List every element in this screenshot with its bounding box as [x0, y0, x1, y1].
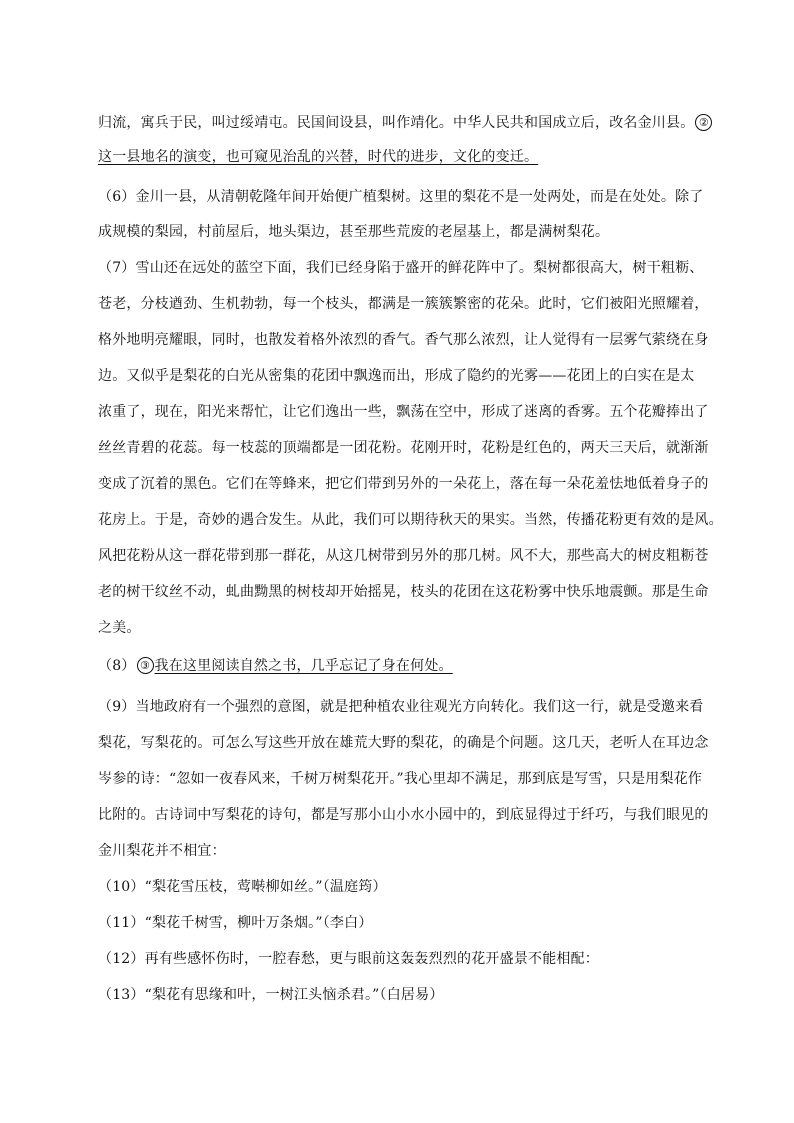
paragraph-7-line-5: 浓重了，现在，阳光来帮忙，让它们逸出一些，飘荡在空中，形成了迷离的香雾。五个花瓣捧出了 [98, 404, 709, 420]
paragraph-7-line-1: （7）雪山还在远处的蓝空下面，我们已经身陷于盛开的鲜花阵中了。梨树都很高大，树干粗粝、 [98, 260, 704, 276]
paragraph-7-line-3: 格外地明亮耀眼，同时，也散发着格外浓烈的香气。香气那么浓烈，让人觉得有一层雾气萦绕在身 [98, 332, 709, 348]
text-line-2-underlined: 这一县地名的演变，也可窥见治乱的兴替，时代的进步，文化的变迁。 [98, 149, 539, 165]
paragraph-9-line-1: （9）当地政府有一个强烈的意图，就是把种植农业往观光方向转化。我们这一行，就是受邀来看 [98, 699, 704, 715]
paragraph-7-line-4: 边。又似乎是梨花的白光从密集的花团中飘逸而出，形成了隐约的光雾——花团上的白实在是太 [98, 368, 695, 384]
paragraph-11: （11）“梨花千树雪，柳叶万条烟。”（李白） [98, 915, 373, 931]
paragraph-9-line-3: 岑参的诗：“忽如一夜春风来，千树万树梨花开。”我心里却不满足，那到底是写雪，只是用梨花作 [98, 771, 703, 787]
circled-number-2: ② [695, 114, 712, 131]
paragraph-8-underlined: ③ 我在这里阅读自然之书，几乎忘记了身在何处。 [136, 658, 453, 674]
paragraph-7-line-6: 丝丝青碧的花蕊。每一枝蕊的顶端都是一团花粉。花刚开时，花粉是红色的，两天三天后，就渐渐 [98, 440, 709, 456]
paragraph-10: （10）“梨花雪压枝，莺啭柳如丝。”（温庭筠） [98, 879, 387, 895]
paragraph-12: （12）再有些感怀伤时，一腔春愁，更与眼前这轰轰烈烈的花开盛景不能相配： [98, 951, 600, 967]
paragraph-7-line-9: 风把花粉从这一群花带到那一群花，从这几树带到另外的那几树。风不大，那些高大的树皮粗粝苍 [98, 548, 709, 564]
paragraph-9-line-5: 金川梨花并不相宜： [98, 843, 226, 859]
paragraph-6-line-2: 成规模的梨园，村前屋后，地头渠边，甚至那些荒废的老屋基上，都是满树梨花。 [98, 224, 610, 240]
paragraph-13: （13）“梨花有思缘和叶，一树江头恼杀君。”（白居易） [98, 987, 444, 1003]
paragraph-9-line-2: 梨花，写梨花的。可怎么写这些开放在雄荒大野的梨花，的确是个问题。这几天，老听人在耳边念 [98, 735, 709, 751]
paragraph-9-line-4: 比附的。古诗词中写梨花的诗句，都是写那小山小水小园中的，到底显得过于纤巧，与我们眼见的 [98, 807, 709, 823]
paragraph-7-line-11: 之美。 [98, 620, 141, 636]
paragraph-8: （8） ③ 我在这里阅读自然之书，几乎忘记了身在何处。 [98, 658, 453, 674]
circled-number-3: ③ [137, 657, 154, 674]
paragraph-7-line-7: 变成了沉着的黑色。它们在等蜂来，把它们带到另外的一朵花上，落在每一朵花羞怯地低着身子的 [98, 476, 709, 492]
paragraph-7-line-8: 花房上。于是，奇妙的遇合发生。从此，我们可以期待秋天的果实。当然，传播花粉更有效的是风。 [98, 512, 723, 528]
paragraph-7-line-10: 老的树干纹丝不动，虬曲黝黑的树枝却开始摇晃，枝头的花团在这花粉雾中快乐地震颤。那是生命 [98, 584, 709, 600]
paragraph-7-line-2: 苍老，分枝遒劲、生机勃勃，每一个枝头，都满是一簇簇繁密的花朵。此时，它们被阳光照耀着， [98, 296, 709, 312]
paragraph-6-line-1: （6）金川一县，从清朝乾隆年间开始便广植梨树。这里的梨花不是一处两处，而是在处处。除了 [98, 189, 704, 205]
text-line-1: 归流，寓兵于民，叫过绥靖屯。民国间设县，叫作靖化。中华人民共和国成立后，改名金川县。 ② [98, 113, 708, 133]
